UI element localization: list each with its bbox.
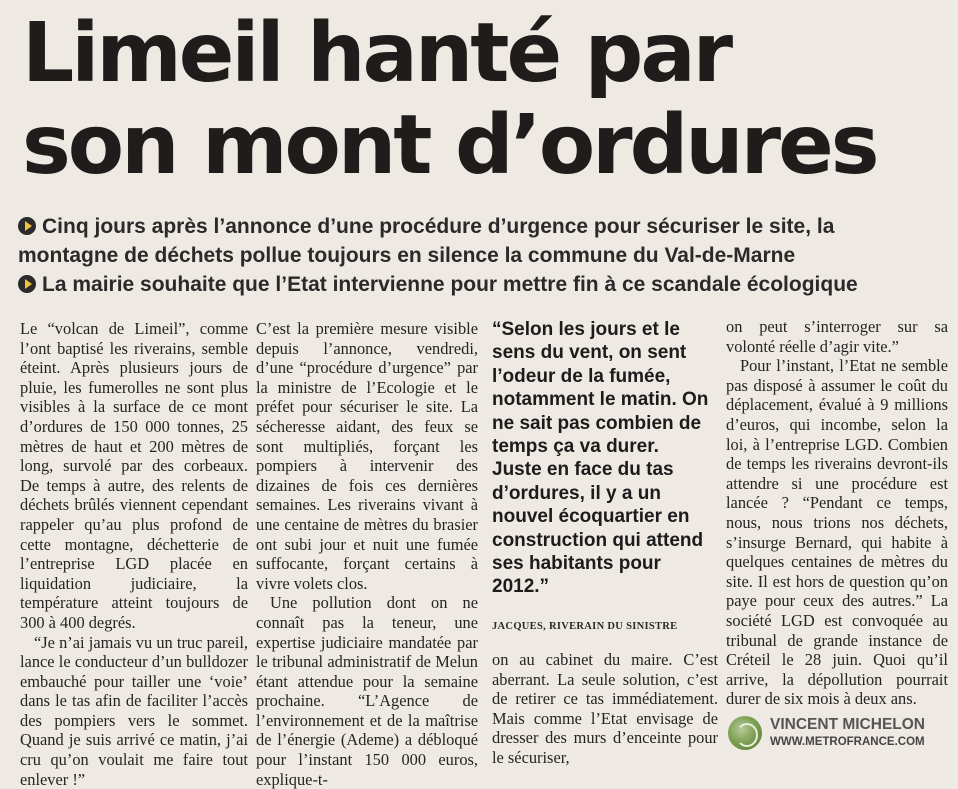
paragraph: Le “volcan de Limeil”, comme l’ont baptisé les riverains, semble éteint. Après plusieurs jours de pluie, les fumerolles ne sont plus visibles à la surface de ce mont d’ordures de 150 000 tonnes, 25 mètres de haut et 200 mètres de long, survolé par des corbeaux. De temps à autre, des relents de déchets brûlés viennent cependant rappeler qu’au plus profond de cette montagne, déchetterie de l’entreprise LGD placée en liquidation judiciaire, la température atteint toujours de 300 à 400 degrés. (20, 319, 248, 633)
paragraph: “Je n’ai jamais vu un truc pareil, lance le conducteur d’un bulldozer embauché pour tailler une ‘voie’ dans le tas afin de faciliter l’accès des pompiers vers le sommet. Quand je suis arrivé ce matin, j’ai cru qu’on voulait me faire tout enlever !” (20, 633, 248, 789)
subheadline (18, 270, 953, 299)
article-column-3 (492, 650, 718, 768)
article-column-1 (20, 319, 248, 789)
globe-icon (728, 716, 762, 750)
subheadline-text: montagne de déchets pollue toujours en silence la commune du Val-de-Marne (18, 244, 795, 267)
paragraph: Une pollution dont on ne connaît pas la teneur, une expertise judiciaire mandatée par le tribunal administratif de Melun étant attendue pour la semaine prochaine. “L’Agence de l’environnement et de la maîtrise de l’énergie (Ademe) a débloqué pour l’instant 150 000 euros, explique-t- (256, 593, 478, 789)
pull-quote: “Selon les jours et le sens du vent, on sent l’odeur de la fumée, notamment le matin. On ne sait pas combien de temps ça va durer. Juste en face du tas d’ordures, il y a un nouvel écoquartier en construction qui attend ses habitants pour 2012.” (492, 318, 712, 599)
headline-line: Limeil hanté par (22, 8, 942, 100)
subheadline (18, 241, 953, 270)
subheadline-text: Cinq jours après l’annonce d’une procédure d’urgence pour sécuriser le site, la (42, 215, 834, 238)
author-name: VINCENT MICHELON (770, 716, 925, 734)
paragraph: on peut s’interroger sur sa volonté réelle d’agir vite.” (726, 317, 948, 356)
headline-line: son mont d’ordures (22, 100, 942, 192)
paragraph: Pour l’instant, l’Etat ne semble pas disposé à assumer le coût du déplacement, évalué à 9 millions d’euros, qui incombe, selon la loi, à l’entreprise LGD. Combien de temps les riverains devront-ils attendre si une procédure est lancée ? “Pendant ce temps, nous, nous trions nos déchets, s’insurge Bernard, qui habite à quelques centaines de mètres du site. Il est hors de question qu’on paye pour ceux des autres.” La société LGD est convoquée au tribunal de grande instance de Créteil le 28 juin. Quoi qu’il arrive, la dépollution pourrait durer de six mois à deux ans. (726, 356, 948, 709)
subheadline-text: La mairie souhaite que l’Etat intervienne pour mettre fin à ce scandale écologique (42, 273, 858, 296)
headline (22, 8, 942, 192)
website-link[interactable]: WWW.METROFRANCE.COM (770, 736, 925, 748)
byline (728, 716, 954, 756)
arrow-icon (18, 275, 36, 293)
paragraph: on au cabinet du maire. C’est aberrant. La seule solution, c’est de retirer ce tas immédiatement. Mais comme l’Etat envisage de dresser des murs d’enceinte pour le sécuriser, (492, 650, 718, 768)
subheadline (18, 212, 953, 241)
quote-attribution: JACQUES, RIVERAIN DU SINISTRE (492, 621, 722, 632)
paragraph: C’est la première mesure visible depuis l’annonce, vendredi, d’une “procédure d’urgence” par la ministre de l’Ecologie et le préfet pour sécuriser le site. La sécheresse aidant, des feux se sont multipliés, forçant les pompiers à intervenir des dizaines de fois ces dernières semaines. Les riverains vivant à une centaine de mètres du brasier ont subi jour et nuit une fumée suffocante, forçant certains à vivre volets clos. (256, 319, 478, 593)
article-column-2 (256, 319, 478, 789)
subheadlines (18, 212, 953, 299)
article-column-4 (726, 317, 948, 709)
arrow-icon (18, 217, 36, 235)
